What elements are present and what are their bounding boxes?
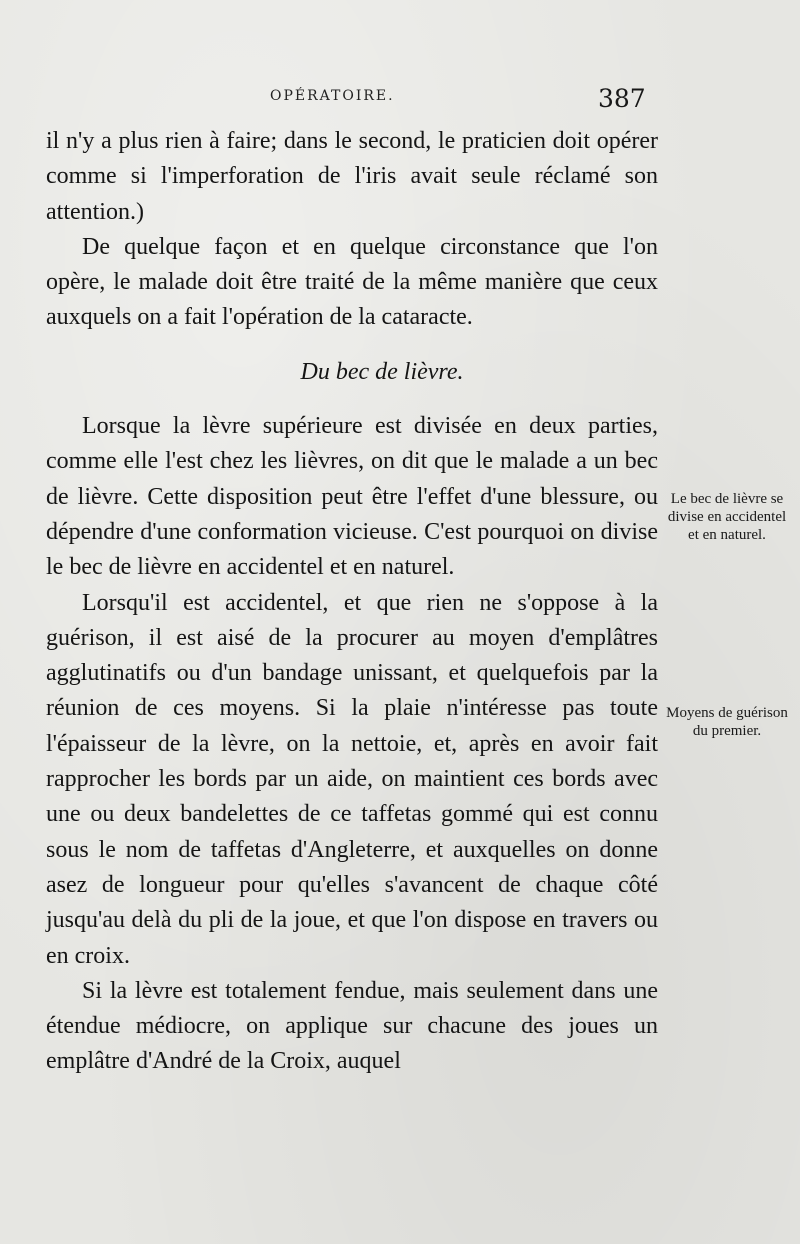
paragraph-2: De quelque façon et en quelque circonstance que l'on opère, le malade doit être traité de la même manière que ceux auxquels on a fait l'opération de la cataracte. — [46, 233, 658, 331]
main-text — [46, 124, 658, 1080]
paragraph-4: Lorsqu'il est accidentel, et que rien ne s'oppose à la guérison, il est aisé de la procurer au moyen d'emplâtres agglutinatifs ou d'un bandage unissant, et quelquefois par la réunion de ces moyens. Si la plaie n'intéresse pas toute l'épaisseur de la lèvre, on la nettoie, et, après en avoir fait rapprocher les bords par un aide, on maintient ces bords avec une ou deux bandelettes de ce taffetas gommé qui est connu sous le nom de taffetas d'Angleterre, et auxquelles on donne asez de longueur pour qu'elles s'avancent de chaque côté jusqu'au delà du pli de la joue, et que l'on dispose en travers ou en croix. — [46, 589, 658, 969]
running-head: OPÉRATOIRE. — [270, 88, 395, 104]
section-title: Du bec de lièvre. — [300, 358, 464, 385]
paragraph-3: Lorsque la lèvre supérieure est divisée en deux parties, comme elle l'est chez les lièvres, on dit que le malade a un bec de lièvre. Cette disposition peut être l'effet d'une blessure, ou dépendre d'une conformation vicieuse. C'est pourquoi on divise le bec de lièvre en accidentel et en naturel. — [46, 413, 658, 581]
margin-note-bec-de-lievre: Le bec de lièvre se divise en accidentel et en naturel. — [667, 491, 787, 543]
page-number: 387 — [598, 84, 646, 113]
paragraph-5: Si la lèvre est totalement fendue, mais seulement dans une étendue médiocre, on applique sur chacune des joues un emplâtre d'André de la Croix, auquel — [46, 977, 658, 1075]
paragraph-1: il n'y a plus rien à faire; dans le second, le praticien doit opérer comme si l'imperforation de l'iris avait seule réclamé son attention.) — [46, 128, 658, 225]
margin-note-moyens: Moyens de guérison du premier. — [666, 705, 788, 739]
